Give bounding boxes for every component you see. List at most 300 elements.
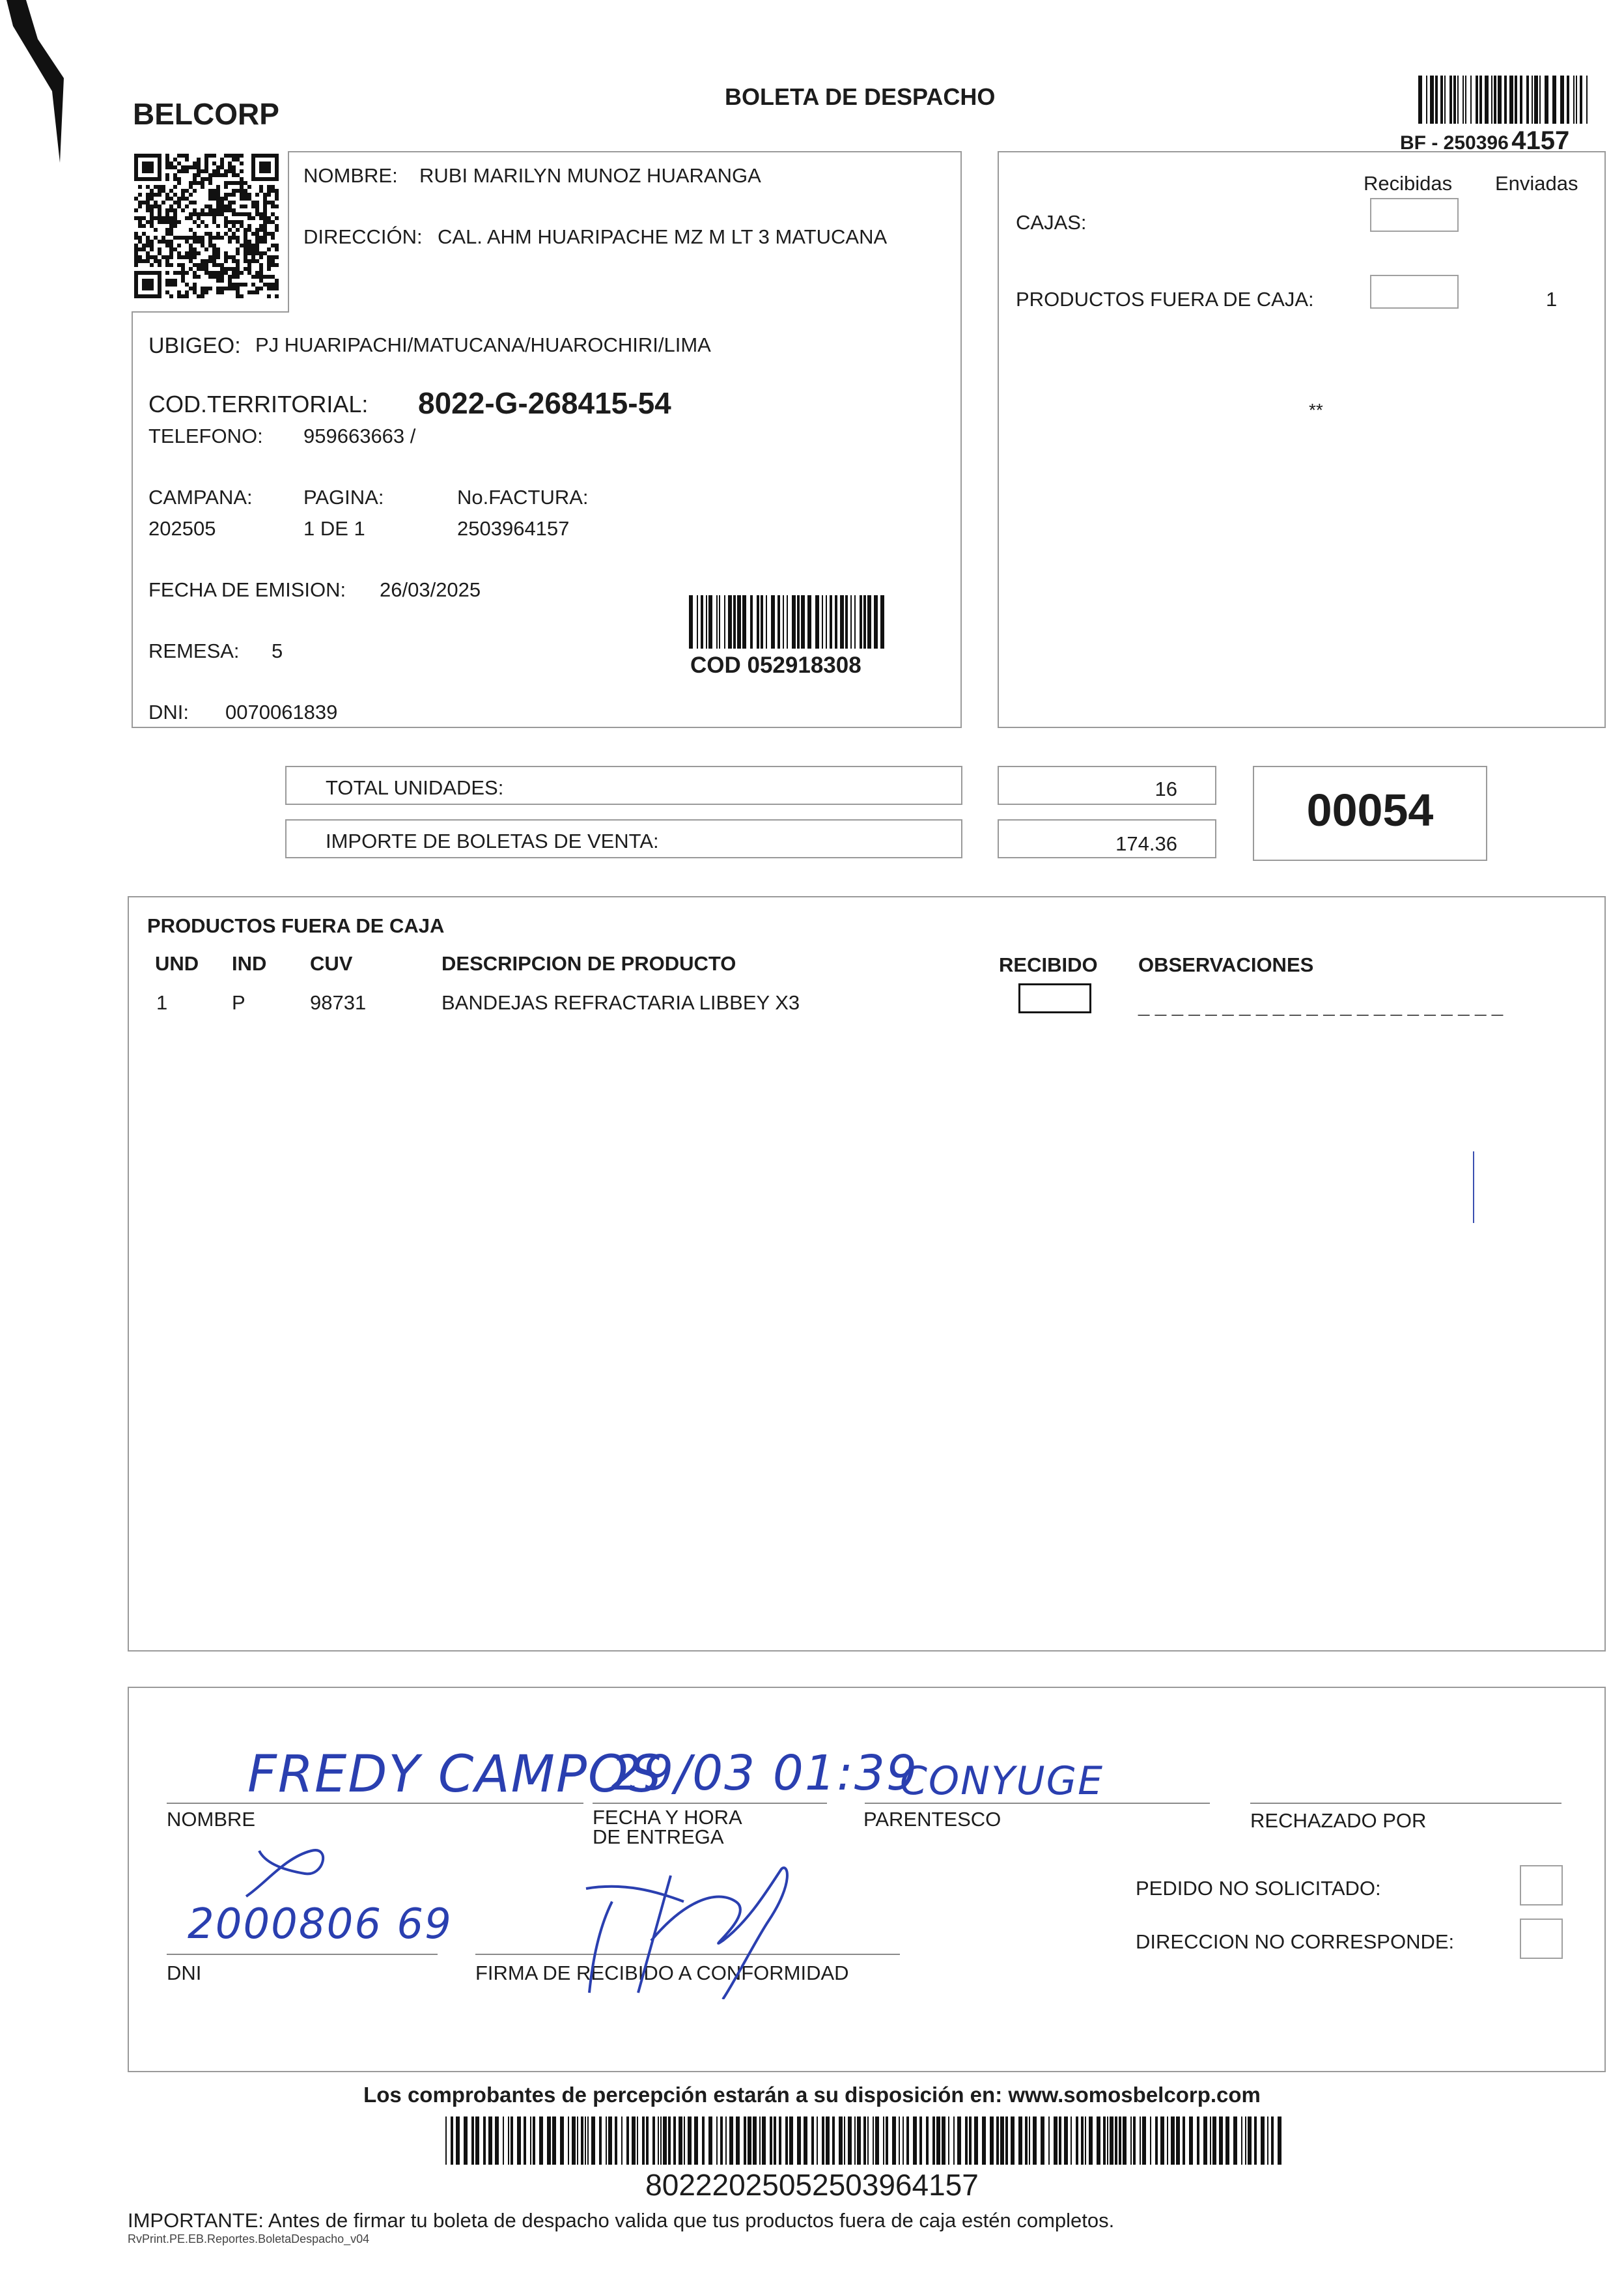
qr-module [240,294,244,298]
qr-module [208,287,212,290]
qr-module [240,162,244,165]
qr-module [220,162,224,165]
qr-module [150,208,154,212]
barcode-bar [899,2116,900,2165]
barcode-bar [572,2116,576,2165]
qr-module [150,204,154,208]
productos-recibidas-field[interactable] [1370,275,1459,309]
qr-module [181,255,185,259]
qr-module [177,271,181,275]
qr-module [228,162,232,165]
barcode-bar [1254,2116,1257,2165]
qr-module [236,294,240,298]
row-recibido-checkbox[interactable] [1018,983,1091,1013]
qr-module [263,204,267,208]
qr-module [263,232,267,236]
qr-module [189,287,193,290]
qr-module [197,158,201,162]
qr-module [193,255,197,259]
qr-module [255,244,259,247]
campana-label: CAMPANA: [148,486,253,509]
qr-module [247,267,251,271]
barcode-bar [867,2116,869,2165]
qr-module [169,247,173,251]
qr-module [185,290,189,294]
qr-module [220,173,224,177]
barcode-bar [1107,2116,1108,2165]
qr-module [232,255,236,259]
qr-module [173,201,177,204]
barcode-bar [552,2116,556,2165]
qr-module [255,275,259,279]
qr-module [193,240,197,244]
barcode-bar [835,595,837,649]
col-und: UND [155,952,199,975]
qr-module [181,294,185,298]
barcode-bar [451,2116,453,2165]
qr-module [173,220,177,224]
dni-label: DNI: [148,701,189,724]
qr-module [224,173,228,177]
qr-module [263,228,267,232]
qr-module [165,259,169,263]
qr-module [146,185,150,189]
qr-module [228,181,232,185]
barcode-bar [1430,76,1434,124]
barcode-bar [1545,76,1548,124]
qr-module [259,263,263,267]
barcode-bar [797,595,800,649]
qr-module [212,271,216,275]
qr-module [189,228,193,232]
qr-module [197,181,201,185]
barcode-bar [753,2116,757,2165]
qr-module [204,290,208,294]
barcode-bar [728,595,732,649]
qr-module [251,255,255,259]
qr-module [158,251,161,255]
qr-module [193,189,197,193]
qr-module [177,251,181,255]
barcode-bar [719,595,720,649]
barcode-bar [1463,76,1464,124]
handwritten-nombre: FREDY CAMPOS [247,1745,663,1804]
barcode-bar [797,2116,801,2165]
qr-module [208,204,212,208]
qr-module [251,204,255,208]
qr-module [212,216,216,220]
qr-module [154,236,158,240]
pedido-no-solicitado-checkbox[interactable] [1520,1865,1563,1905]
qr-module [134,236,138,240]
barcode-bar [1453,76,1456,124]
qr-module [247,216,251,220]
qr-module [236,259,240,263]
barcode-bar [867,595,871,649]
qr-module [177,169,181,173]
qr-module [247,244,251,247]
qr-module [193,220,197,224]
barcode-bar [581,2116,583,2165]
qr-module [189,244,193,247]
qr-module [212,255,216,259]
qr-module [267,294,271,298]
qr-module [161,201,165,204]
barcode-bar [445,2116,447,2165]
qr-module [169,232,173,236]
qr-module [224,271,228,275]
qr-module [228,201,232,204]
barcode-bar [742,595,746,649]
fecha-emision-label: FECHA DE EMISION: [148,578,346,601]
qr-module [236,236,240,240]
qr-module [244,267,247,271]
barcode-bar [965,2116,968,2165]
barcode-bar [883,2116,884,2165]
qr-module [232,267,236,271]
barcode-bar [840,595,844,649]
qr-module [150,240,154,244]
qr-module [208,208,212,212]
qr-module [232,283,236,287]
barcode-bar [801,595,805,649]
qr-module [220,267,224,271]
qr-module [251,244,255,247]
qr-module [142,247,146,251]
qr-module [275,197,279,201]
qr-module [224,197,228,201]
qr-module [208,193,212,197]
qr-module [271,259,275,263]
qr-module [165,158,169,162]
barcode-bar [606,2116,607,2165]
qr-module [169,244,173,247]
qr-module [173,283,177,287]
qr-module [224,185,228,189]
qr-module [232,154,236,158]
qr-module [275,263,279,267]
qr-module [271,244,275,247]
qr-module [138,220,142,224]
delivery-fecha-label-1: FECHA Y HORA [593,1806,742,1829]
qr-module [244,232,247,236]
pagina-label: PAGINA: [303,486,384,509]
qr-module [165,216,169,220]
barcode-bar [1534,76,1538,124]
qr-module [189,259,193,263]
qr-module [197,173,201,177]
barcode-bar [874,595,878,649]
qr-module [208,173,212,177]
qr-module [134,259,138,263]
qr-module [224,255,228,259]
barcode-bar [1142,2116,1146,2165]
qr-module [193,287,197,290]
qr-module [228,275,232,279]
dni-value: 0070061839 [225,701,338,724]
qr-module [181,263,185,267]
qr-module [228,154,232,158]
qr-module [138,216,142,220]
qr-module [142,216,146,220]
qr-module [138,236,142,240]
barcode-bar [708,595,712,649]
qr-module [271,275,275,279]
qr-module [251,251,255,255]
qr-module [161,240,165,244]
qr-module [240,224,244,228]
qr-module [251,216,255,220]
qr-module [224,204,228,208]
qr-module [275,255,279,259]
qr-module [150,224,154,228]
qr-module [240,189,244,193]
qr-module [236,189,240,193]
qr-module [232,158,236,162]
qr-module [193,236,197,240]
dni-line [167,1954,438,1955]
qr-module [236,283,240,287]
qr-module [146,255,150,259]
barcode-bar [1586,76,1588,124]
barcode-bar [1029,2116,1030,2165]
qr-module [158,220,161,224]
qr-module [208,240,212,244]
barcode-bar [832,2116,835,2165]
qr-module [142,259,146,263]
barcode-bar [863,2116,866,2165]
barcode-bar [785,2116,788,2165]
campana-value: 202505 [148,517,216,540]
qr-module [173,224,177,228]
direccion-no-corresponde-checkbox[interactable] [1520,1919,1563,1959]
qr-module [189,251,193,255]
col-recibido: RECIBIDO [999,953,1098,976]
qr-module [271,185,275,189]
qr-module [165,240,169,244]
barcode-bar [471,2116,474,2165]
qr-module [228,208,232,212]
qr-module [158,185,161,189]
barcode-bar [1160,2116,1164,2165]
barcode-bar [1225,2116,1229,2165]
barcode-bar [1539,76,1541,124]
qr-module [259,279,263,283]
qr-module [150,244,154,247]
qr-module [185,197,189,201]
footer-importante [128,2209,1114,2232]
factura-label: No.FACTURA: [457,486,589,509]
ubigeo-label: UBIGEO: [148,333,241,358]
qr-module [150,263,154,267]
qr-module [232,232,236,236]
qr-module [134,208,138,212]
qr-module [165,154,169,158]
qr-module [224,232,228,236]
cajas-recibidas-field[interactable] [1370,198,1459,232]
qr-module [177,244,181,247]
barcode-bar [822,595,823,649]
qr-module [236,158,240,162]
barcode-bar [689,595,693,649]
qr-module [161,220,165,224]
qr-module [247,251,251,255]
qr-module [134,197,138,201]
qr-module [251,259,255,263]
barcode-bar [733,595,736,649]
qr-module [259,224,263,228]
qr-module [240,271,244,275]
qr-module [158,259,161,263]
barcode-bar [511,2116,513,2165]
qr-module [204,212,208,216]
barcode-bar [1210,2116,1211,2165]
direccion-value: CAL. AHM HUARIPACHE MZ M LT 3 MATUCANA [438,225,888,248]
barcode-bar [1560,76,1564,124]
qr-module [177,201,181,204]
qr-module [177,294,181,298]
barcode-bar [1219,2116,1223,2165]
qr-module [142,224,146,228]
qr-module [154,201,158,204]
barcode-bar [568,2116,569,2165]
qr-module [173,247,177,251]
qr-module [185,283,189,287]
barcode-bar [762,2116,766,2165]
qr-module [224,216,228,220]
qr-module [236,220,240,224]
qr-module [185,165,189,169]
qr-module [201,287,204,290]
qr-module [251,232,255,236]
barcode-bar [748,2116,751,2165]
qr-module [165,197,169,201]
barcode-bar [530,2116,531,2165]
qr-module [150,197,154,201]
barcode-bar [724,595,725,649]
barcode-bar [789,2116,793,2165]
qr-module [185,255,189,259]
qr-module [247,193,251,197]
barcode-bar [637,2116,638,2165]
barcode-bar [577,2116,578,2165]
qr-module [271,232,275,236]
qr-module [165,220,169,224]
barcode-bar [783,595,784,649]
qr-module [240,204,244,208]
qr-module [247,185,251,189]
qr-module [271,220,275,224]
code-value: 00054 [1306,785,1434,836]
qr-module [142,162,154,173]
qr-module [177,255,181,259]
qr-module [177,290,181,294]
barcode-bar [464,2116,468,2165]
qr-module [267,267,271,271]
barcode-bar [932,2116,935,2165]
qr-module [255,232,259,236]
qr-module [275,247,279,251]
productos-enviadas-value: 1 [1546,288,1558,311]
barcode-bar [488,2116,492,2165]
barcode-bar [771,595,775,649]
qr-module [193,212,197,216]
barcode-bar [1005,2116,1008,2165]
qr-module [134,232,138,236]
qr-module [181,165,185,169]
barcode-bar [1025,2116,1028,2165]
barcode-bar [702,2116,705,2165]
barcode-bar [1515,76,1517,124]
qr-module [263,236,267,240]
footer-notice: Los comprobantes de percepción estarán a su disposición en: www.somosbelcorp.com [363,2083,1261,2107]
qr-module [204,158,208,162]
qr-module [240,283,244,287]
qr-module [224,169,228,173]
qr-module [247,259,251,263]
qr-module [251,275,255,279]
qr-module [204,259,208,263]
barcode-bar [1267,2116,1268,2165]
barcode-bar [660,2116,662,2165]
qr-module [228,287,232,290]
qr-module [263,208,267,212]
qr-module [216,247,220,251]
delivery-firma-label: FIRMA DE RECIBIDO A CONFORMIDAD [475,1962,849,1984]
barcode-bar [757,595,759,649]
barcode-bar [936,2116,940,2165]
rechazado-line [1250,1803,1561,1804]
qr-module [263,275,267,279]
barcode-bar [585,2116,586,2165]
barcode-bar [1115,2116,1117,2165]
qr-module [158,193,161,197]
qr-module [154,259,158,263]
qr-module [158,212,161,216]
qr-module [255,204,259,208]
qr-module [216,287,220,290]
enviadas-label: Enviadas [1495,172,1578,195]
barcode-bar [1485,76,1489,124]
barcode-bar [822,2116,824,2165]
qr-module [271,204,275,208]
qr-module [154,193,158,197]
barcode-bar [1076,2116,1078,2165]
qr-module [193,275,197,279]
signature [573,1863,807,1999]
qr-module [244,244,247,247]
qr-module [220,197,224,201]
qr-module [236,263,240,267]
qr-module [216,169,220,173]
qr-module [236,271,240,275]
qr-module [193,201,197,204]
barcode-bar [913,2116,917,2165]
qr-module [150,193,154,197]
barcode-bar [1498,76,1502,124]
qr-module [138,201,142,204]
qr-module [208,271,212,275]
barcode-bar [982,2116,986,2165]
qr-module [236,275,240,279]
qr-module [177,154,181,158]
qr-module [216,275,220,279]
qr-module [212,189,216,193]
qr-module [142,201,146,204]
qr-module [208,197,212,201]
qr-module [216,232,220,236]
qr-module [189,267,193,271]
